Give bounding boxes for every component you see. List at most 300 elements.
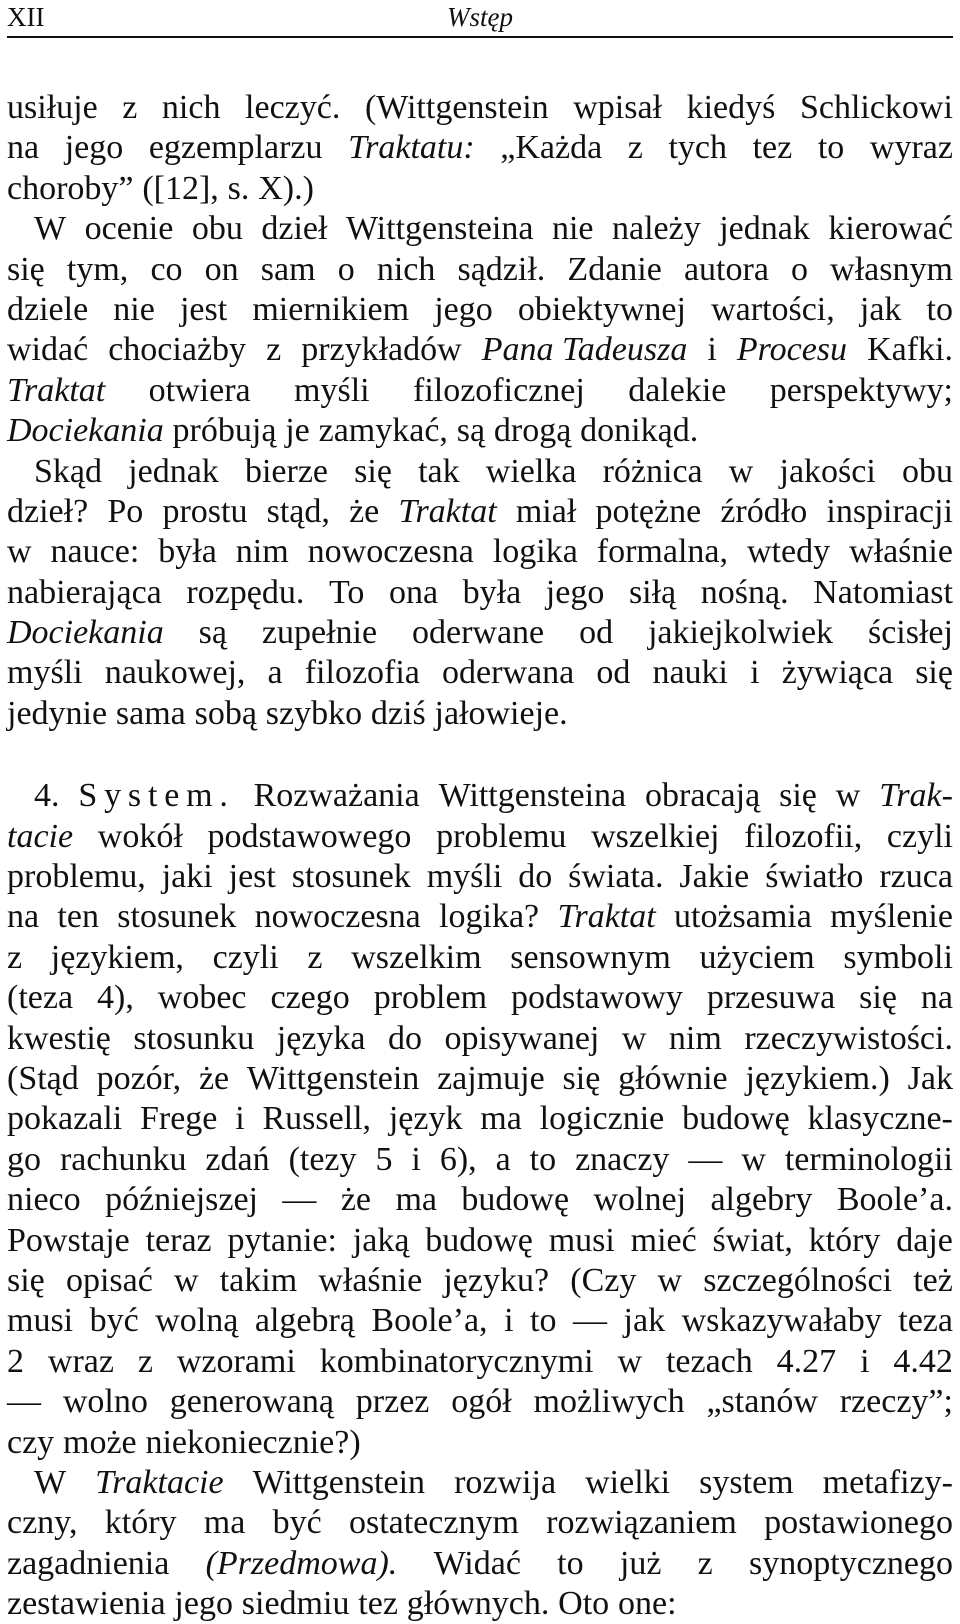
word: wobec: [157, 979, 247, 1017]
text-line: [7, 371, 953, 411]
word: To: [328, 573, 365, 611]
word: świata.: [568, 858, 664, 896]
word: próbują: [172, 412, 277, 450]
word: że: [340, 1181, 372, 1219]
word: się: [7, 1261, 45, 1299]
word: szybko: [265, 694, 363, 732]
word: Wittgensteina: [345, 210, 534, 248]
word: tym,: [66, 250, 129, 288]
word: z: [266, 331, 282, 369]
word: —: [688, 1140, 723, 1178]
text-line: [7, 694, 953, 734]
word: wszelkiej: [591, 817, 720, 855]
text-line: [7, 209, 953, 249]
text-line: [7, 88, 953, 128]
word: dziele: [7, 290, 89, 328]
word: na: [7, 129, 40, 167]
text-line: [7, 290, 953, 330]
word: one:: [618, 1585, 677, 1623]
word: teza: [898, 1302, 953, 1340]
word: była: [462, 573, 522, 611]
word: siłą: [628, 573, 677, 611]
word: świat,: [712, 1221, 793, 1259]
word: donikąd.: [580, 412, 699, 450]
word: myśli: [7, 654, 83, 692]
word: myśli: [294, 371, 370, 409]
word: Dociekania: [7, 412, 164, 450]
word: przesuwa: [706, 979, 836, 1017]
word: w: [621, 1019, 647, 1057]
word: Pana Tadeusza: [481, 331, 688, 369]
text-line: [7, 817, 953, 857]
word: ma: [395, 1181, 437, 1219]
word: dzieł: [261, 210, 328, 248]
word: rzeczywistości.: [744, 1019, 953, 1057]
word: Powstaje: [7, 1221, 130, 1259]
word: rzuca: [879, 858, 953, 896]
text-line: [7, 250, 953, 290]
word: sensownym: [510, 938, 671, 976]
text-line: [7, 532, 953, 572]
word: w: [835, 777, 861, 815]
word: w: [7, 533, 32, 571]
word: potężne: [595, 492, 702, 530]
word: o: [791, 250, 809, 288]
word: System.: [78, 777, 235, 815]
word: teraz: [145, 1221, 212, 1259]
word: inspiracji: [826, 492, 953, 530]
word: ocenie: [84, 210, 174, 248]
word: wokół: [97, 817, 183, 855]
word: wzorami: [176, 1342, 296, 1380]
word: wszelkim: [351, 938, 482, 976]
word: głównych.: [406, 1585, 550, 1623]
word: w: [617, 1342, 643, 1380]
text-line: [7, 613, 953, 653]
word: stosunek: [117, 898, 237, 936]
word: zupełnie: [261, 614, 378, 652]
word: są: [456, 412, 486, 450]
word: była: [158, 533, 217, 571]
word: już: [619, 1544, 662, 1582]
word: leczyć.: [245, 89, 341, 126]
word: ścisłej: [867, 614, 953, 652]
word: Wittgenstein: [252, 1463, 426, 1501]
word: tacie: [7, 817, 74, 855]
word: logika?: [439, 898, 540, 936]
word: co: [150, 250, 183, 288]
word: W: [34, 1463, 67, 1501]
word: sobą: [194, 694, 257, 732]
word: się: [859, 979, 897, 1017]
word: należy: [612, 210, 701, 248]
text-line: [7, 1544, 953, 1584]
word: do: [518, 858, 553, 896]
text-line: [7, 978, 953, 1018]
word: wielka: [485, 452, 577, 490]
word: stosunek: [291, 858, 411, 896]
word: głównie: [618, 1059, 728, 1097]
word: i: [411, 1140, 421, 1178]
word: oderwana: [442, 654, 575, 692]
word: z: [122, 89, 138, 126]
word: i: [235, 1100, 245, 1138]
word: tezach: [665, 1342, 753, 1380]
word: jedynie: [7, 694, 108, 732]
word: wolną: [155, 1302, 239, 1340]
word: wyraz: [869, 129, 953, 167]
word: językiem.): [745, 1059, 890, 1097]
word: siedmiu: [241, 1585, 350, 1623]
word: w: [657, 1261, 683, 1299]
word: 5: [375, 1140, 393, 1178]
word: budowę: [461, 1181, 570, 1219]
word: problem: [373, 979, 488, 1017]
word: jest: [228, 858, 276, 896]
word: późniejszej: [105, 1181, 258, 1219]
word: znaczy: [575, 1140, 670, 1178]
word: egzemplarzu: [148, 129, 323, 167]
word: pokazali: [7, 1100, 123, 1138]
word: właśnie: [318, 1261, 423, 1299]
word: problemu,: [7, 858, 146, 896]
word: kombinatorycznymi: [319, 1342, 594, 1380]
word: opisywanej: [444, 1019, 600, 1057]
word: nie: [551, 210, 594, 248]
word: to: [557, 1544, 584, 1582]
word: nim: [668, 1019, 722, 1057]
word: i: [707, 331, 717, 369]
text-line: [7, 1261, 953, 1301]
word: nich: [161, 89, 221, 126]
word: sądził.: [457, 250, 546, 288]
word: (Wittgenstein: [364, 89, 549, 126]
book-page: [7, 0, 953, 1623]
word: zajmuje: [437, 1059, 545, 1097]
word: wtedy: [746, 533, 831, 571]
word: bierze: [244, 452, 328, 490]
word: zdań: [205, 1140, 270, 1178]
word: (tezy: [288, 1140, 357, 1178]
word: jałowieje.: [434, 694, 568, 732]
word: Zdanie: [567, 250, 662, 288]
word: niekoniecznie?): [145, 1423, 361, 1461]
text-line: [7, 938, 953, 978]
text-line: [7, 857, 953, 897]
word: możliwych: [533, 1383, 685, 1421]
text-line: [7, 776, 953, 816]
word: czyli: [886, 817, 953, 855]
word: Wittgensteina: [438, 777, 627, 815]
word: filozofia: [304, 654, 420, 692]
word: to: [926, 290, 953, 328]
word: jego: [545, 573, 605, 611]
text-line: [7, 169, 953, 209]
word: nauki: [652, 654, 728, 692]
word: podstawowego: [207, 817, 412, 855]
word: jak: [859, 290, 902, 328]
word: nieco: [7, 1181, 81, 1219]
word: Rozważania: [253, 777, 420, 815]
word: Natomiast: [813, 573, 953, 611]
word: choroby”: [7, 169, 134, 207]
word: system: [699, 1463, 794, 1501]
text-line: [7, 897, 953, 937]
word: Boole’a.: [836, 1181, 953, 1219]
word: oderwane: [411, 614, 545, 652]
word: Frege: [139, 1100, 218, 1138]
word: obracają: [645, 777, 761, 815]
word: filozoficznej: [413, 371, 585, 409]
word: zagadnienia: [7, 1544, 170, 1582]
word: 6),: [439, 1140, 477, 1178]
word: ma: [480, 1100, 522, 1138]
word: od: [579, 614, 614, 652]
word: budowę: [682, 1100, 790, 1138]
word: o: [337, 250, 355, 288]
word: algebrą: [254, 1302, 355, 1340]
word: stosunku: [133, 1019, 255, 1057]
word: musi: [548, 1221, 615, 1259]
word: sam: [260, 250, 316, 288]
word: jego: [64, 129, 124, 167]
word: też: [913, 1261, 953, 1299]
word: kierować: [828, 210, 953, 248]
word: Schlickowi: [799, 89, 953, 126]
word: się: [354, 452, 392, 490]
word: opisać: [65, 1261, 153, 1299]
word: rozwiązaniem: [546, 1504, 737, 1542]
word: z: [137, 1342, 153, 1380]
word: językiem,: [50, 938, 184, 976]
word: Russell,: [262, 1100, 372, 1138]
word: tak: [418, 452, 460, 490]
word: nim: [235, 533, 289, 571]
word: dzieł?: [7, 492, 89, 530]
word: ten: [57, 898, 99, 936]
word: zestawienia: [7, 1585, 166, 1623]
word: ma: [203, 1504, 246, 1542]
word: czy: [7, 1423, 55, 1461]
word: w: [173, 1261, 199, 1299]
text-line: [7, 573, 953, 613]
word: z: [307, 938, 323, 976]
word: jaką: [352, 1221, 410, 1259]
word: wartości,: [711, 290, 835, 328]
word: właśnie: [849, 533, 953, 571]
word: obu: [901, 452, 953, 490]
word: 4),: [97, 979, 134, 1017]
word: przez: [355, 1383, 430, 1421]
text-line: [7, 1140, 953, 1180]
word: jaki: [161, 858, 213, 896]
word: symboli: [843, 938, 953, 976]
word: perspektywy;: [769, 371, 953, 409]
word: je: [285, 412, 310, 450]
word: z: [7, 938, 23, 976]
word: logicznie: [539, 1100, 665, 1138]
word: myśli: [426, 858, 503, 896]
text-line: [7, 1180, 953, 1220]
word: algebry: [710, 1181, 813, 1219]
word: „Każda: [500, 129, 603, 167]
word: języka: [276, 1019, 366, 1057]
word: na: [7, 898, 40, 936]
word: to: [530, 1302, 557, 1340]
word: się: [779, 777, 817, 815]
word: różnica: [602, 452, 703, 490]
text-line: [7, 1301, 953, 1341]
word: dalekie: [628, 371, 727, 409]
word: jego: [174, 1585, 233, 1623]
word: kiedyś: [686, 89, 776, 126]
word: nie: [113, 290, 155, 328]
word: problemu: [436, 817, 567, 855]
word: jest: [179, 290, 228, 328]
word: autora: [683, 250, 769, 288]
word: i: [750, 654, 760, 692]
word: Kafki.: [867, 331, 953, 369]
text-line: [7, 1221, 953, 1261]
word: W: [34, 210, 67, 248]
word: ostatecznym: [348, 1504, 519, 1542]
word: drogą: [493, 412, 572, 450]
word: język: [388, 1100, 463, 1138]
word: on: [204, 250, 239, 288]
word: (teza: [7, 979, 74, 1017]
word: —: [573, 1302, 608, 1340]
word: wraz: [47, 1342, 114, 1380]
running-head-title: Wstęp: [447, 2, 513, 32]
word: rachunku: [59, 1140, 187, 1178]
word: być: [272, 1504, 322, 1542]
word: (Stąd: [7, 1059, 79, 1097]
word: (Przedmowa).: [205, 1544, 398, 1582]
word: to: [817, 129, 845, 167]
text-line: [7, 128, 953, 168]
word: że: [349, 492, 380, 530]
word: tez: [752, 129, 793, 167]
word: rzeczy”;: [839, 1383, 953, 1421]
text-line: [7, 1463, 953, 1503]
word: podstawowy: [510, 979, 683, 1017]
text-line: [7, 492, 953, 532]
word: takim: [219, 1261, 298, 1299]
word: nauce:: [50, 533, 140, 571]
word: który: [104, 1504, 177, 1542]
word: żywiąca: [781, 654, 894, 692]
word: a: [495, 1140, 511, 1178]
word: 2: [7, 1342, 24, 1380]
word: się: [7, 250, 45, 288]
word: są: [198, 614, 227, 652]
word: czyli: [212, 938, 279, 976]
word: nowoczesna: [254, 898, 421, 936]
word: Traktat: [398, 492, 497, 530]
word: miał: [515, 492, 577, 530]
word: zamykać,: [318, 412, 448, 450]
word: otwiera: [148, 371, 251, 409]
word: musi: [7, 1302, 74, 1340]
word: w: [728, 452, 754, 490]
text-line: [7, 1019, 953, 1059]
word: wielki: [585, 1463, 671, 1501]
word: X).): [258, 169, 314, 207]
word: wskazywałaby: [681, 1302, 882, 1340]
text-line: [7, 1342, 953, 1382]
word: „stanów: [706, 1383, 818, 1421]
text-line: [7, 653, 953, 693]
word: Jak: [907, 1059, 953, 1097]
word: własnym: [830, 250, 953, 288]
word: formalna,: [596, 533, 728, 571]
word: —: [282, 1181, 317, 1219]
word: nośną.: [700, 573, 789, 611]
word: tez: [358, 1585, 398, 1623]
text-line: [7, 1584, 953, 1624]
word: i: [860, 1342, 870, 1380]
word: pozór,: [96, 1059, 182, 1097]
word: Skąd: [34, 452, 102, 490]
word: metafizy-: [822, 1463, 953, 1501]
word: Wittgenstein: [246, 1059, 420, 1097]
word: być: [89, 1302, 139, 1340]
word: naukowej,: [104, 654, 246, 692]
word: i: [504, 1302, 514, 1340]
word: wolno: [62, 1383, 148, 1421]
word: Dociekania: [7, 614, 164, 652]
word: wolnej: [593, 1181, 687, 1219]
word: 4.27: [776, 1342, 837, 1380]
word: czny,: [7, 1504, 78, 1542]
word: Traktacie: [95, 1463, 224, 1501]
text-line: [7, 330, 953, 370]
word: jednak: [719, 210, 810, 248]
word: nabierająca: [7, 573, 162, 611]
page-number: XII: [7, 2, 45, 32]
word: prostu: [162, 492, 248, 530]
word: tych: [668, 129, 728, 167]
word: może: [63, 1423, 137, 1461]
word: jakiejkolwiek: [647, 614, 834, 652]
word: Widać: [433, 1544, 521, 1582]
text-line: [7, 1423, 953, 1463]
word: czego: [270, 979, 350, 1017]
word: obiektywnej: [517, 290, 686, 328]
word: Traktat: [7, 371, 106, 409]
word: użyciem: [699, 938, 815, 976]
text-line: [7, 1099, 953, 1139]
word: Procesu: [736, 331, 848, 369]
word: który: [808, 1221, 881, 1259]
word: 4.42: [893, 1342, 953, 1380]
word: Traktatu:: [348, 129, 475, 167]
word: sama: [115, 694, 186, 732]
body-text: [7, 88, 953, 1624]
word: szczególności: [703, 1261, 893, 1299]
word: chociażby: [108, 331, 247, 369]
word: stąd,: [266, 492, 330, 530]
word: kwestię: [7, 1019, 111, 1057]
word: filozofii,: [744, 817, 863, 855]
word: pytanie:: [227, 1221, 337, 1259]
word: że: [198, 1059, 230, 1097]
text-line: [7, 452, 953, 492]
word: w: [741, 1140, 766, 1178]
word: Boole’a,: [371, 1302, 488, 1340]
word: rozpędu.: [186, 573, 305, 611]
word: światło: [765, 858, 864, 896]
